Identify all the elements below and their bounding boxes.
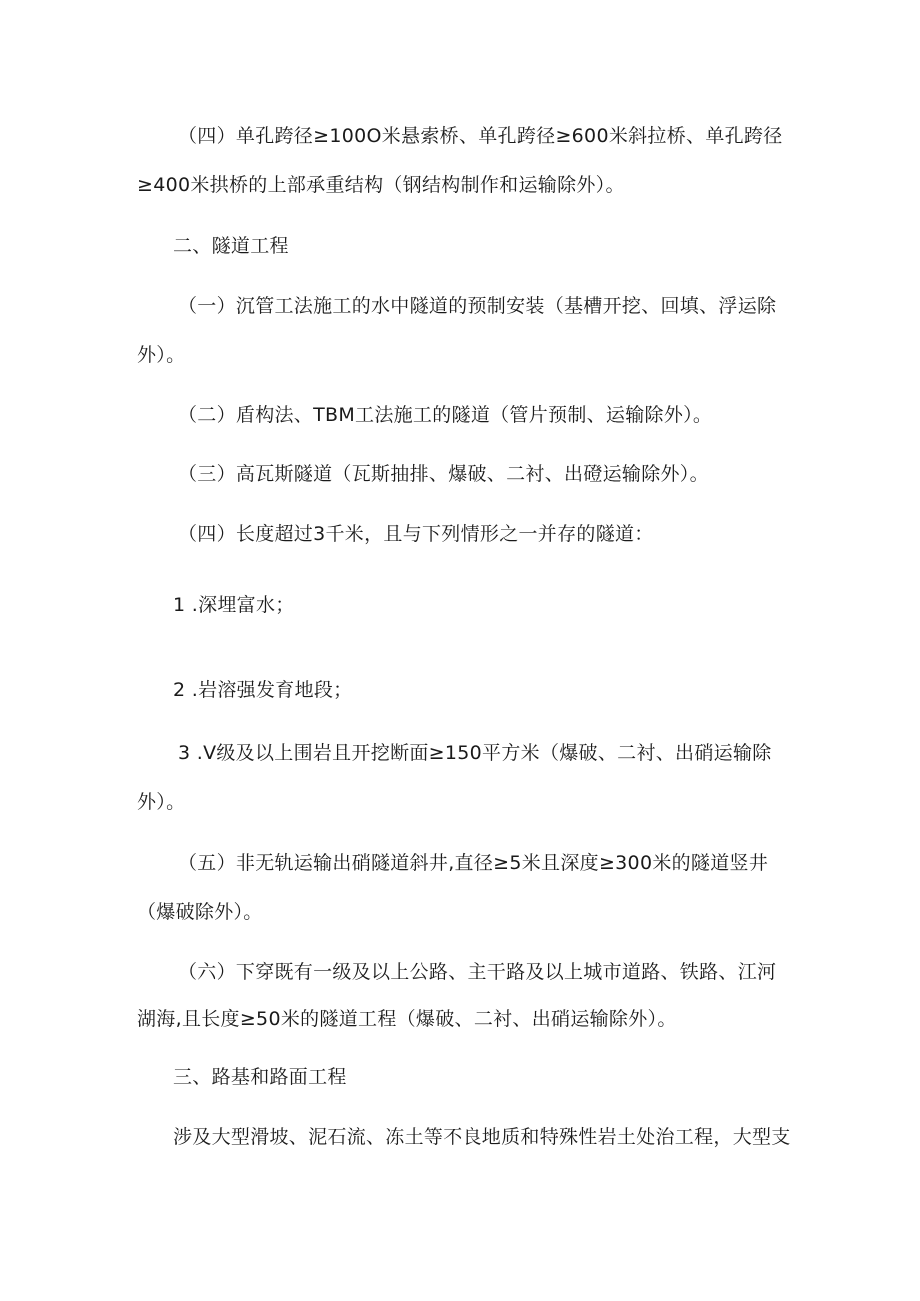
item-5-line-1: （五）非无轨运输出硝隧道斜井,直径≥5米且深度≥300米的隧道竖井 bbox=[178, 852, 769, 874]
subitem-3-line-2: 外）。 bbox=[137, 791, 186, 813]
section-heading-roadbed: 三、路基和路面工程 bbox=[173, 1066, 347, 1088]
subitem-3-line-1: 3 .V级及以上围岩且开挖断面≥150平方米（爆破、二衬、出硝运输除 bbox=[178, 742, 772, 764]
item-3: （三）高瓦斯隧道（瓦斯抽排、爆破、二衬、出磴运输除外）。 bbox=[178, 463, 709, 485]
item-2: （二）盾构法、TBM工法施工的隧道（管片预制、运输除外）。 bbox=[178, 404, 713, 426]
item-1-line-2: 外）。 bbox=[137, 344, 186, 366]
item-5-line-2: （爆破除外）。 bbox=[137, 901, 263, 923]
section-3-paragraph-line-1: 涉及大型滑坡、泥石流、冻土等不良地质和特殊性岩土处治工程，大型支 bbox=[173, 1126, 791, 1148]
item-6-line-1: （六）下穿既有一级及以上公路、主干路及以上城市道路、铁路、江河 bbox=[178, 961, 777, 983]
item-4-bridge-line-1: （四）单孔跨径≥100O米悬索桥、单孔跨径≥600米斜拉桥、单孔跨径 bbox=[178, 125, 783, 147]
subitem-2: 2 .岩溶强发育地段； bbox=[173, 679, 353, 701]
item-1-line-1: （一）沉管工法施工的水中隧道的预制安装（基槽开挖、回填、浮运除 bbox=[178, 295, 777, 317]
item-4-bridge-line-2: ≥400米拱桥的上部承重结构（钢结构制作和运输除外）。 bbox=[137, 174, 625, 196]
section-heading-tunnel: 二、隧道工程 bbox=[173, 235, 289, 257]
item-4-tunnel: （四）长度超过3千米，且与下列情形之一并存的隧道： bbox=[178, 523, 654, 545]
subitem-1: 1 .深埋富水； bbox=[173, 594, 295, 616]
item-6-line-2: 湖海,且长度≥50米的隧道工程（爆破、二衬、出硝运输除外）。 bbox=[137, 1008, 677, 1030]
